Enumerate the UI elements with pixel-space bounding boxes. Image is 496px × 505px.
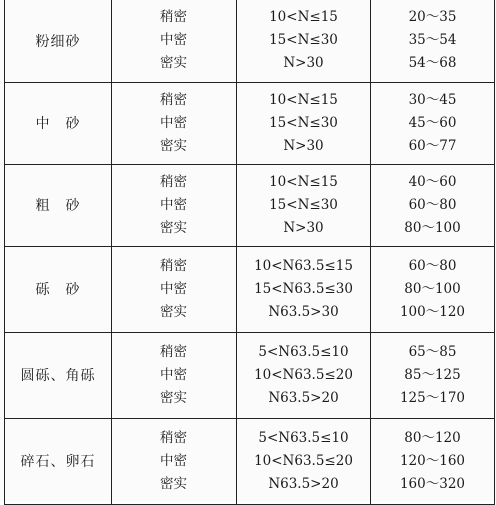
value-range-cell <box>371 0 495 82</box>
soil-type-cell: 粗 砂 <box>5 164 112 246</box>
density-state-cell <box>112 164 237 246</box>
blow-count-range: 10<N63.5≤20 <box>254 452 353 469</box>
value-range: 85～125 <box>404 366 461 383</box>
table-row <box>5 82 495 164</box>
density-state-cell <box>112 246 237 332</box>
blow-count-range-cell <box>237 246 371 332</box>
density-state: 稍密 <box>160 343 187 360</box>
density-state: 中密 <box>160 366 187 383</box>
density-state-cell <box>112 332 237 418</box>
value-range-cell <box>371 246 495 332</box>
value-range: 30～45 <box>408 91 457 108</box>
value-range: 65～85 <box>408 343 457 360</box>
blow-count-range: N63.5>20 <box>268 475 339 492</box>
value-range-cell <box>371 332 495 418</box>
density-state-cell <box>112 82 237 164</box>
blow-count-range: 5<N63.5≤10 <box>258 429 349 446</box>
density-state: 密实 <box>160 137 187 154</box>
density-state-cell <box>112 418 237 504</box>
blow-count-range: 15<N≤30 <box>269 196 338 213</box>
density-state: 密实 <box>160 389 187 406</box>
value-range-cell <box>371 418 495 504</box>
value-range: 60～80 <box>408 196 457 213</box>
blow-count-range-cell <box>237 0 371 82</box>
blow-count-range: 15<N≤30 <box>269 114 338 131</box>
blow-count-range: N>30 <box>283 219 324 236</box>
table-row <box>5 418 495 504</box>
blow-count-range-cell <box>237 82 371 164</box>
value-range-cell <box>371 82 495 164</box>
density-state: 稍密 <box>160 9 187 26</box>
density-state-cell <box>112 0 237 82</box>
blow-count-range: N63.5>30 <box>268 303 339 320</box>
blow-count-range: 10<N≤15 <box>269 9 338 26</box>
density-state: 中密 <box>160 280 187 297</box>
density-state: 稍密 <box>160 91 187 108</box>
value-range-cell <box>371 164 495 246</box>
value-range: 40～60 <box>408 173 457 190</box>
value-range: 100～120 <box>399 303 466 320</box>
density-state: 密实 <box>160 219 187 236</box>
density-state: 中密 <box>160 196 187 213</box>
table-row <box>5 164 495 246</box>
soil-parameter-table <box>4 0 495 505</box>
soil-type-cell: 砾 砂 <box>5 246 112 332</box>
soil-type-cell: 中 砂 <box>5 82 112 164</box>
blow-count-range: 5<N63.5≤10 <box>258 343 349 360</box>
value-range: 60～80 <box>408 257 457 274</box>
density-state: 中密 <box>160 114 187 131</box>
value-range: 35～54 <box>408 32 457 49</box>
value-range: 125～170 <box>399 389 466 406</box>
value-range: 20～35 <box>408 9 457 26</box>
blow-count-range: 15<N63.5≤30 <box>254 280 353 297</box>
density-state: 密实 <box>160 303 187 320</box>
value-range: 54～68 <box>408 55 457 72</box>
value-range: 80～100 <box>404 280 461 297</box>
density-state: 稍密 <box>160 173 187 190</box>
density-state: 中密 <box>160 32 187 49</box>
blow-count-range-cell <box>237 164 371 246</box>
density-state: 密实 <box>160 475 187 492</box>
soil-type-cell: 圆砾、角砾 <box>5 332 112 418</box>
blow-count-range-cell <box>237 418 371 504</box>
value-range: 80～120 <box>404 429 461 446</box>
value-range: 120～160 <box>399 452 466 469</box>
table-row <box>5 0 495 82</box>
value-range: 80～100 <box>404 219 461 236</box>
soil-type-cell: 碎石、卵石 <box>5 418 112 504</box>
blow-count-range: N>30 <box>283 55 324 72</box>
blow-count-range: 10<N≤15 <box>269 173 338 190</box>
value-range: 45～60 <box>408 114 457 131</box>
density-state: 稍密 <box>160 429 187 446</box>
blow-count-range-cell <box>237 332 371 418</box>
blow-count-range: 10<N≤15 <box>269 91 338 108</box>
blow-count-range: 10<N63.5≤20 <box>254 366 353 383</box>
value-range: 160～320 <box>399 475 466 492</box>
blow-count-range: 15<N≤30 <box>269 32 338 49</box>
value-range: 60～77 <box>408 137 457 154</box>
blow-count-range: N>30 <box>283 137 324 154</box>
density-state: 稍密 <box>160 257 187 274</box>
table-row <box>5 332 495 418</box>
blow-count-range: 10<N63.5≤15 <box>254 257 353 274</box>
density-state: 中密 <box>160 452 187 469</box>
blow-count-range: N63.5>20 <box>268 389 339 406</box>
soil-type-cell: 粉细砂 <box>5 0 112 82</box>
table-row <box>5 246 495 332</box>
density-state: 密实 <box>160 55 187 72</box>
